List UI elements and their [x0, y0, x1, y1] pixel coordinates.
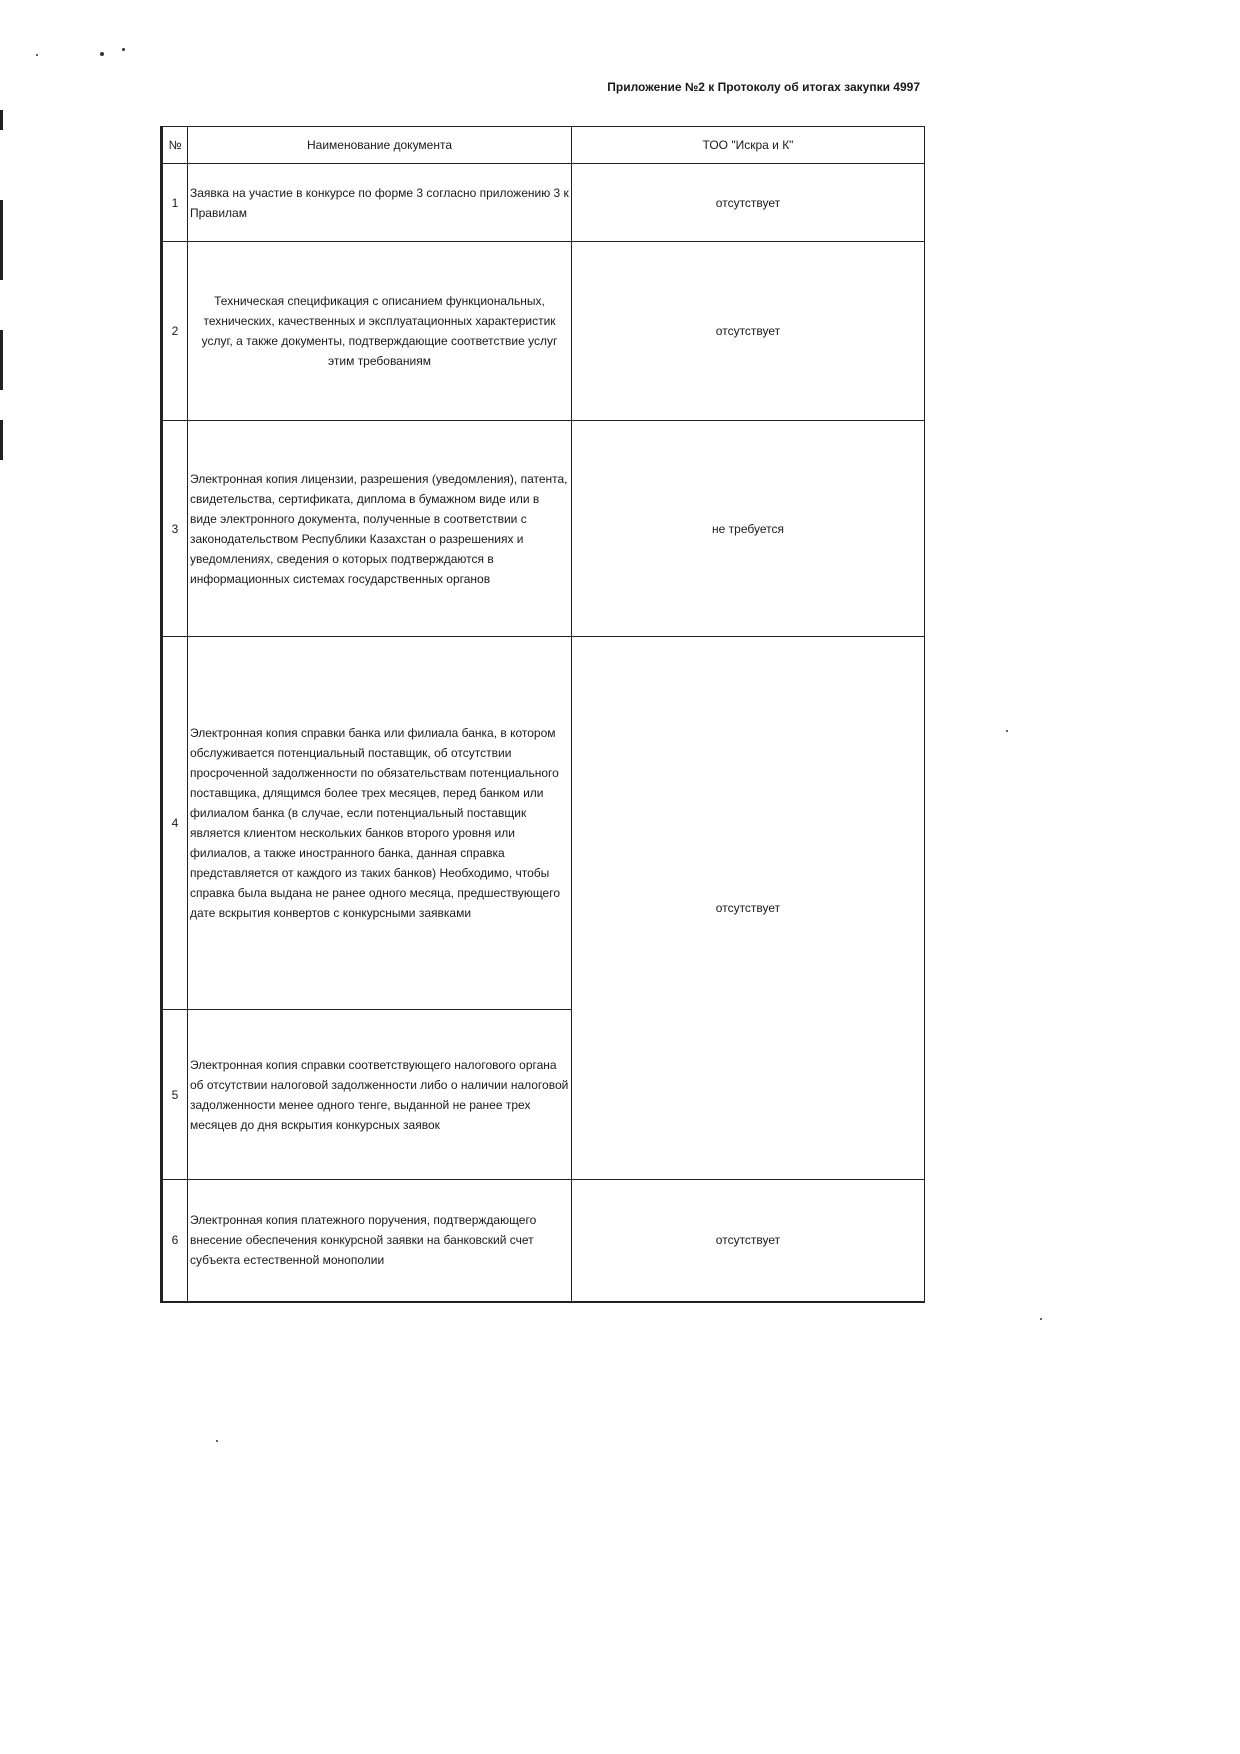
row-number: 6 [162, 1180, 188, 1302]
table-header-row [162, 127, 925, 164]
scan-speck [122, 48, 125, 51]
document-status: не требуется [572, 421, 925, 637]
document-status: отсутствует [572, 242, 925, 421]
scan-margin-mark [0, 330, 3, 390]
document-name: Электронная копия лицензии, разрешения (уведомления), патента, свидетельства, сертификата, диплома в бумажном виде или в виде электронного документа, полученные в соответствии с законодательством Республики Казахстан о разрешениях и уведомлениях, сведения о которых подтверждаются в информационных системах государственных органов [188, 421, 572, 637]
scan-margin-mark [0, 200, 3, 280]
document-status: отсутствует [572, 164, 925, 242]
document-name: Заявка на участие в конкурсе по форме 3 согласно приложению 3 к Правилам [188, 164, 572, 242]
table-row [162, 637, 925, 1010]
page-header: Приложение №2 к Протоколу об итогах закупки 4997 [607, 80, 920, 94]
scan-speck [1006, 730, 1008, 732]
column-header-company: ТОО "Искра и К" [572, 127, 925, 164]
document-status: отсутствует [572, 1180, 925, 1302]
table-row [162, 1180, 925, 1302]
table-row [162, 242, 925, 421]
table-row [162, 421, 925, 637]
row-number: 1 [162, 164, 188, 242]
document-name: Техническая спецификация с описанием функциональных, технических, качественных и эксплуатационных характеристик услуг, а также документы, подтверждающие соответствие услуг этим требованиям [188, 242, 572, 421]
document-name: Электронная копия справки соответствующего налогового органа об отсутствии налоговой задолженности либо о наличии налоговой задолженности менее одного тенге, выданной не ранее трех месяцев до дня вскрытия конкурсных заявок [188, 1010, 572, 1180]
scan-margin-mark [0, 420, 3, 460]
documents-table [160, 126, 925, 1303]
table-row [162, 164, 925, 242]
document-status: отсутствует [572, 637, 925, 1180]
column-header-number: № [162, 127, 188, 164]
document-name: Электронная копия справки банка или филиала банка, в котором обслуживается потенциальный поставщик, об отсутствии просроченной задолженности по обязательствам потенциального поставщика, длящимся более трех месяцев, перед банком или филиалом банка (в случае, если потенциальный поставщик является клиентом нескольких банков второго уровня или филиалов, а также иностранного банка, данная справка представляется от каждого из таких банков) Необходимо, чтобы справка была выдана не ранее одного месяца, предшествующего дате вскрытия конвертов с конкурсными заявками [188, 637, 572, 1010]
scan-margin-mark [0, 110, 3, 130]
scan-speck [36, 54, 38, 56]
row-number: 5 [162, 1010, 188, 1180]
scan-speck [216, 1440, 218, 1442]
document-name: Электронная копия платежного поручения, подтверждающего внесение обеспечения конкурсной заявки на банковский счет субъекта естественной монополии [188, 1180, 572, 1302]
row-number: 4 [162, 637, 188, 1010]
scan-speck [1040, 1318, 1042, 1320]
row-number: 2 [162, 242, 188, 421]
row-number: 3 [162, 421, 188, 637]
column-header-document-name: Наименование документа [188, 127, 572, 164]
scan-speck [100, 52, 104, 56]
